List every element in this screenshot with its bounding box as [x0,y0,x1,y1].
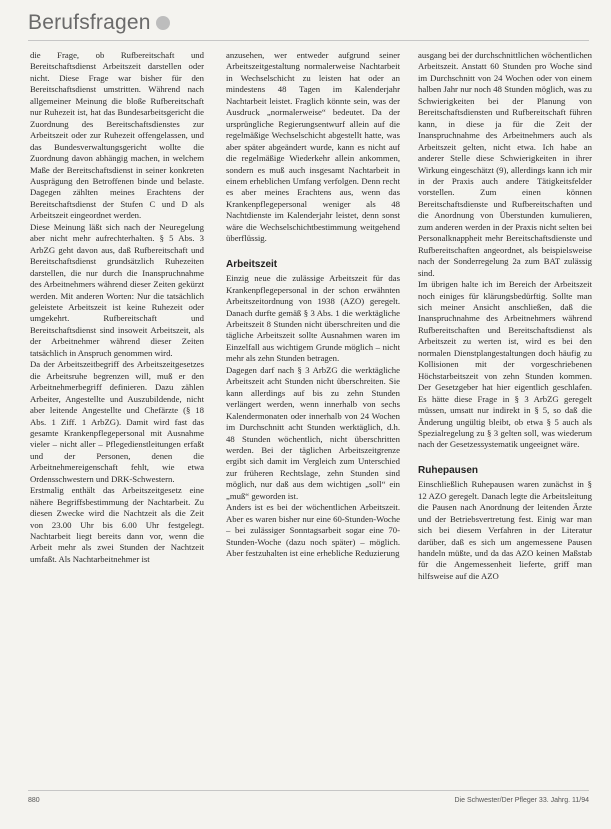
paragraph: Anders ist es bei der wöchentlichen Arbeitszeit. Aber es waren bisher nur eine 60-Stunden-Woche – bei zulässiger Sonntagsarbeit sogar eine 70-Stunden-Woche (dazu noch später) – möglich. Aber festzuhalten ist eine erhebliche Reduzierung [226,502,400,559]
circle-icon [156,16,170,30]
paragraph: Da der Arbeitszeitbegriff des Arbeitszeitgesetzes die Arbeitsruhe begrenzen will, muß er den Arbeitnehmerbegriff definieren. Dazu zählen Arbeiter, Angestellte und Auszubildende, nicht aber leitende Angestellte und Chefärzte (§ 18 Abs. 1 Ziff. 1 ArbZG). Damit wird fast das gesamte Krankenpflegepersonal mit Ausnahme vieler – nicht aller – Pflegedienstleitungen erfaßt und der Personen, denen die Arbeitnehmereigenschaft fehlt, wie etwa Ordensschwestern und DRK-Schwestern. [30,359,204,484]
paragraph: Erstmalig enthält das Arbeitszeitgesetz eine nähere Begriffsbestimmung der Nachtarbeit. Zu diesen Zwecke wird die Nachtzeit als die Zeit von 23.00 Uhr bis 6.00 Uhr festgelegt. Nachtarbeit liegt bereits dann vor, wenn die Arbeit mehr als zwei Stunden der Nachtzeit umfaßt. Als Nachtarbeitnehmer ist [30,485,204,564]
text-column-2 [226,50,400,785]
page-number: 880 [28,797,40,804]
journal-citation: Die Schwester/Der Pfleger 33. Jahrg. 11/94 [454,797,589,804]
paragraph: Im übrigen halte ich im Bereich der Arbeitszeit noch einiges für klärungsbedürftig. Sollte man sich meiner Ansicht anschließen, daß die Inanspruchnahme des Arbeitnehmers während Rufbereitschaften und Bereitschaftsdienst als Arbeitszeit zu werten ist, wird es bei den normalen Dienstplangestaltungen doch häufig zu Kollisionen mit der vorgeschriebenen Höchstarbeitszeit von zehn Stunden kommen. Der Gesetzgeber hat hier eigentlich geschlafen. Es hätte diese Frage in § 3 ArbZG geregelt müssen, umsatt nur indirekt in § 5, so daß die Änderung ungültig bleibt, ob etwa § 5 auch als Spezialregelung zu § 3 gelten soll, was wiederum nach der Gesetzessystematik ungeeignet wäre. [418,279,592,450]
page-header [28,8,170,38]
paragraph: Einschließlich Ruhepausen waren zunächst in § 12 AZO geregelt. Danach legte die Arbeitsleitung die Pausen nach Anordnung der leitenden Ärzte und der Betriebsvertretung fest. Einig war man sich bei diesem Verfahren in der Literatur darüber, daß es sich um angemessene Pausen handeln müßte, und da das AZO keinen Maßstab für die Angemessenheit lieferte, griff man hilfsweise auf die AZO [418,479,592,581]
section-heading-arbeitszeit: Arbeitszeit [226,258,278,270]
section-heading-ruhepausen: Ruhepausen [418,464,479,476]
paragraph: Diese Meinung läßt sich nach der Neuregelung aber nicht mehr aufrechterhalten. § 5 Abs. 3 ArbZG geht davon aus, daß Rufbereitschaft und Bereitschaftsdienst grundsätzlich Ruhezeiten darstellen, die nur durch die Inanspruchnahme des Arbeitnehmers während dieser Zeiten gekürzt werden. Mit anderen Worten: Nur die tatsächlich geleistete Arbeitszeit ist keine Ruhezeit oder umgekehrt. Rufbereitschaft und Bereitschaftsdienst sind insoweit Arbeitszeit, als der Arbeitnehmer während dieser Zeiten tatsächlich in Anspruch genommen wird. [30,221,204,358]
header-rule [28,40,589,41]
paragraph: anzusehen, wer entweder aufgrund seiner Arbeitszeitgestaltung normalerweise Nachtarbeit in Wechselschicht zu leisten hat oder an mindestens 48 Tagen im Kalenderjahr Nachtarbeit leistet. Fraglich könnte sein, was der Ausdruck „normalerweise“ bedeutet. Da der ursprüngliche Regierungsentwurf allein auf die regelmäßige Wechselschicht abgestellt hatte, was aber später abgeändert wurde, kann es nicht auf die regelmäßige Wiederkehr allein ankommen, sondern es muß auch insgesamt Nachtarbeit in einem erheblichen Umfang verfolgen. Denn recht es aber meines Erachtens aus, wenn das Krankenpflegepersonal weniger als 48 Nachtdienste im Kalenderjahr leistet, denn sonst wäre die Wechselschichtbestimmung weitgehend überflüssig. [226,50,400,244]
page-footer [28,790,589,807]
paragraph: die Frage, ob Rufbereitschaft und Bereitschaftsdienst Arbeitszeit darstellen oder nicht. Diese Frage war bisher für den Bereitschaftsdienst umstritten. Während nach allgemeiner Meinung die bloße Rufbereitschaft nur Ruhezeit ist, hat das Bundesarbeitsgericht die Zuordnung des Bereitschaftsdienstes zur Arbeitszeit oder zur Ruhezeit offengelassen, und das Bundesverwaltungsgericht wollte die Zuordnung davon abhängig machen, in welchem Maße der Bereitschaftsdienst in seiner konkreten Ausprägung den Betroffenen binde und belaste. Dagegen zählten meines Erachtens der Bereitschaftsdienst der Stufen C und D als Arbeitszeit eingeordnet werden. [30,50,204,221]
paragraph: ausgang bei der durchschnittlichen wöchentlichen Arbeitszeit. Anstatt 60 Stunden pro Woche sind im Durchschnitt von 24 Wochen oder von einem halben Jahr nur noch 48 Stunden möglich, was zu Schwierigkeiten bei der Planung von Bereitschaftsdiensten und Rufbereitschaft führen kann, in diese ja für die Zeit der Inanspruchnahme des Arbeitnehmers auch als Arbeitszeit gelten, nicht etwa. Ich habe an anderer Stelle diese Schwierigkeiten in ihrer Wirkung eingeschätzt (9), allerdings kann ich mir in der Praxis auch andere Tätigkeitsfelder vorstellen. Zum einen können Bereitschaftsdienste und Rufbereitschaften und die Anordnung von Überstunden kumulieren, zum anderen werden in der Praxis nicht selten bei Personalknappheit mehr Bereitschaftsdienste und Rufbereitschaften angeordnet, als beispielsweise nach der Sonderregelung 2a zum BAT zulässig sind. [418,50,592,278]
text-column-3 [418,50,592,785]
section-title: Berufsfragen [28,11,151,34]
paragraph: Dagegen darf nach § 3 ArbZG die werktägliche Arbeitszeit acht Stunden nicht überschreiten. Sie kann allerdings auf bis zu zehn Stunden verlängert werden, wenn innerhalb von sechs Kalendermonaten oder innerhalb von 24 Wochen im Durchschnitt acht Stunden werktäglich, d.h. 48 Stunden wöchentlich, nicht überschritten werden. Bei der täglichen Arbeitszeitgrenze ergibt sich damit im Vergleich zum Unterschied zur früheren Rechtslage, zehn Stunden sind möglich, nur daß aus dem wichtigen „soll“ ein „muß“ geworden ist. [226,364,400,501]
paragraph: Einzig neue die zulässige Arbeitszeit für das Krankenpflegepersonal in der schon erwähnten Arbeitszeitordnung von 1938 (AZO) geregelt. Danach durfte gemäß § 3 Abs. 1 die werktägliche Arbeitszeit 8 Stunden nicht überschreiten und die tägliche Arbeitszeit sollte Ausnahmen waren im Einzelfall aus wichtigem Grunde möglich – nicht mehr als zehn Stunden betragen. [226,273,400,364]
text-column-1 [30,50,204,785]
